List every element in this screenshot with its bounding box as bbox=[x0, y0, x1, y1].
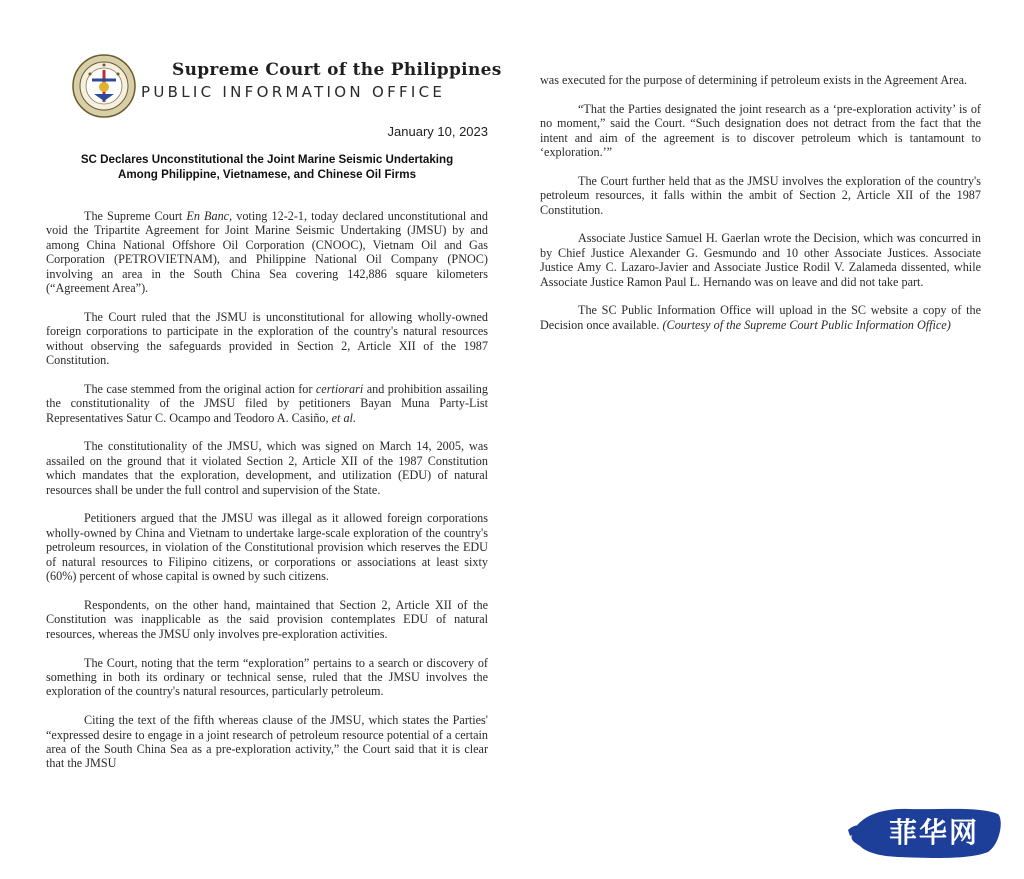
paragraph-3 bbox=[46, 382, 488, 425]
paragraph-8-continued: was executed for the purpose of determining if petroleum exists in the Agreement Area. bbox=[540, 73, 968, 87]
headline-line-1: SC Declares Unconstitutional the Joint Marine Seismic Undertaking bbox=[80, 153, 454, 166]
paragraph-10: The Court further held that as the JMSU involves the exploration of the country's petroleum resources, it falls within the ambit of Section 2, Article XII of the 1987 Constitution. bbox=[540, 173, 981, 217]
paragraph-3-text-a: The case stemmed from the original action for bbox=[84, 381, 316, 396]
court-name: Supreme Court of the Philippines bbox=[172, 60, 502, 80]
headline-line-2: Among Philippine, Vietnamese, and Chinese Oil Firms bbox=[117, 168, 417, 181]
paragraph-1 bbox=[46, 209, 488, 295]
paragraph-8: Citing the text of the fifth whereas clause of the JMSU, which states the Parties' “expressed desire to engage in a joint research of petroleum resource potential of a certain area of the South China Sea as a pre-exploration activity,” the Court said that it is clear that the JMSU bbox=[46, 713, 488, 771]
right-column bbox=[540, 73, 981, 332]
paragraph-2: The Court ruled that the JSMU is unconstitutional for allowing wholly-owned foreign corporations to participate in the exploration of the country's natural resources without observing the safeguards provided in Section 2, Article XII of the 1987 Constitution. bbox=[46, 309, 488, 368]
en-banc-text: En Banc bbox=[186, 209, 230, 223]
headline bbox=[46, 152, 488, 182]
paragraph-6: Respondents, on the other hand, maintained that Section 2, Article XII of the Constitution was inapplicable as the said provision contemplates EDU of natural resources, whereas the JMSU only involves pre-exploration activities. bbox=[46, 597, 488, 641]
paragraph-3-text-b: and prohibition assailing the constitutionality of the JMSU filed by petitioners Bayan Muna Party-List Representatives Satur C. Ocampo and Teodoro A. Casiño, bbox=[46, 381, 488, 425]
paragraph-12-text: The SC Public Information Office will upload in the SC website a copy of the Decision once available. bbox=[540, 303, 981, 332]
watermark-text: 菲华网 bbox=[888, 816, 979, 849]
paragraph-12 bbox=[540, 303, 981, 332]
paragraph-11: Associate Justice Samuel H. Gaerlan wrote the Decision, which was concurred in by Chief Justice Alexander G. Gesmundo and 10 other Associate Justices. Associate Justice Amy C. Lazaro-Javier and Associate Justice Rodil V. Zalameda dissented, while Associate Justice Ramon Paul L. Hernando was on leave and did not take part. bbox=[540, 231, 981, 289]
office-name: PUBLIC INFORMATION OFFICE bbox=[141, 83, 446, 101]
certiorari-text: certiorari bbox=[315, 381, 364, 396]
paragraph-9: “That the Parties designated the joint research as a ‘pre-exploration activity’ is of no moment,” said the Court. “Such designation does not detract from the fact that the intent and aim of the agreement is to discover petroleum which is tantamount to ‘exploration.’” bbox=[540, 101, 981, 160]
supreme-court-seal-icon bbox=[72, 54, 136, 118]
paragraph-5: Petitioners argued that the JMSU was illegal as it allowed foreign corporations wholly-owned by China and Vietnam to undertake large-scale exploration of the country's petroleum resources, in violation of the Constitutional provision which reserves the EDU of natural resources to Filipino citizens, or corporations or associations at least sixty (60%) percent of whose capital is owned by such citizens. bbox=[46, 511, 488, 584]
paragraph-1-text-a: The Supreme Court bbox=[84, 209, 187, 223]
paragraph-4: The constitutionality of the JMSU, which was signed on March 14, 2005, was assailed on the ground that it violated Section 2, Article XII of the 1987 Constitution which mandates that the exploration, development, and utilization (EDU) of natural resources shall be under the full control and supervision of the State. bbox=[46, 439, 488, 497]
left-column bbox=[46, 209, 488, 771]
paragraph-1-text-b: , voting 12-2-1, today declared unconstitutional and void the Tripartite Agreement for Joint Marine Seismic Undertaking (JMSU) by and among China National Offshore Oil Corporation (CNOOC), Vietnam Oil and Gas Corporation (PETROVIETNAM), and Philippine National Oil Company (PNOC) involving an area in the South China Sea covering 142,886 square kilometers (“Agreement Area”). bbox=[46, 209, 488, 296]
paragraph-7: The Court, noting that the term “exploration” pertains to a search or discovery of something in both its ordinary or technical sense, ruled that the JMSU involves the exploration of the country's natural resources, particularly petroleum. bbox=[46, 655, 488, 699]
watermark bbox=[848, 800, 1004, 864]
et-al-text: et al. bbox=[331, 410, 356, 425]
release-date: January 10, 2023 bbox=[387, 124, 488, 139]
courtesy-text: (Courtesy of the Supreme Court Public Information Office) bbox=[662, 317, 951, 332]
